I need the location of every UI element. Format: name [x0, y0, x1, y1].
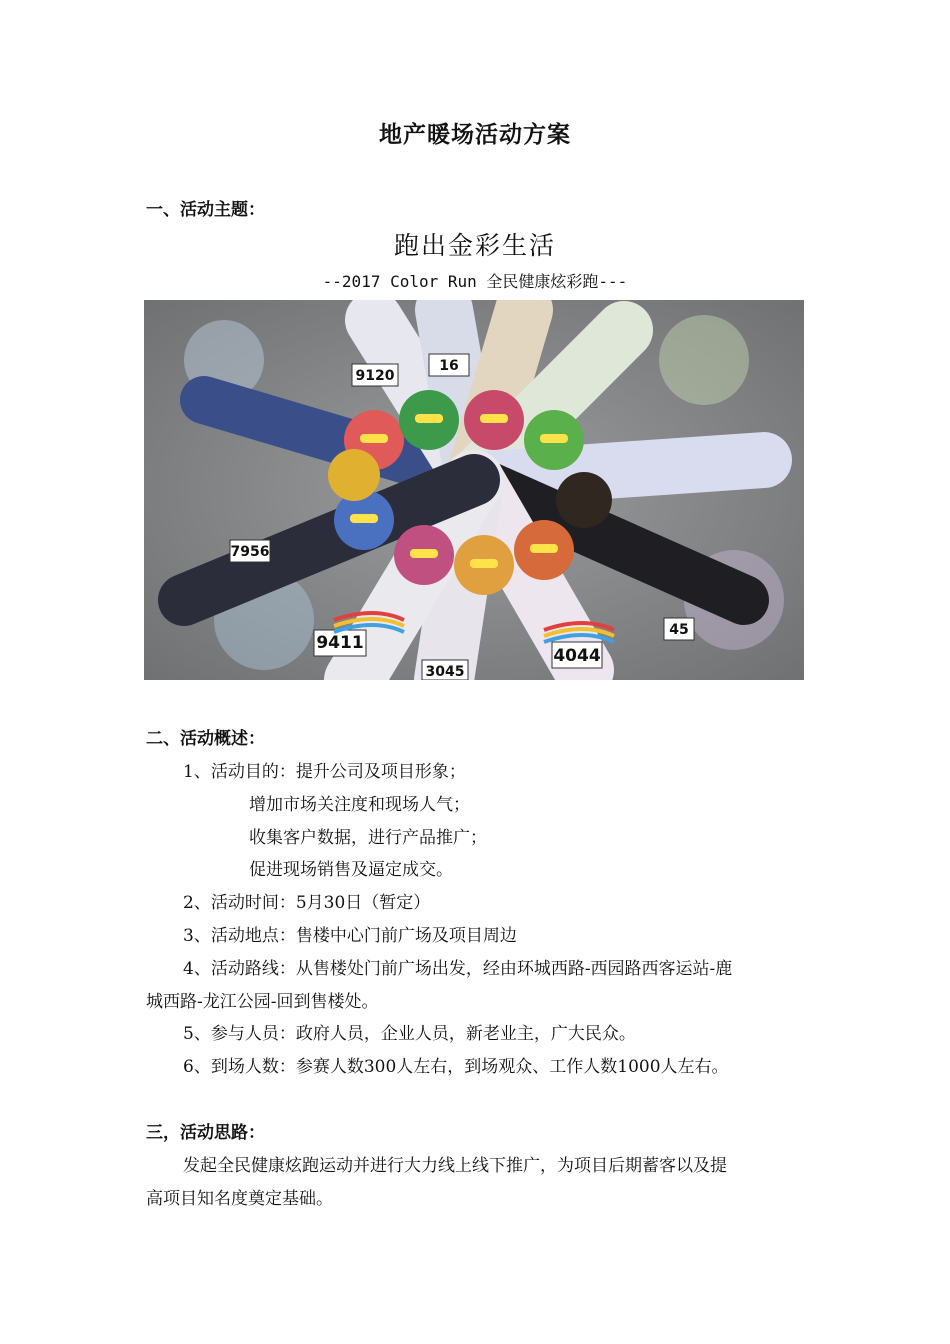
event-subtheme: --2017 Color Run 全民健康炫彩跑--- — [322, 272, 628, 291]
overview-purpose-line: 促进现场销售及逼定成交。 — [249, 860, 453, 880]
bib-number: 7956 — [230, 544, 270, 560]
approach-body: 发起全民健康炫跑运动并进行大力线上线下推广，为项目后期蓄客以及提 — [183, 1156, 727, 1176]
overview-route-cont: 城西路-龙江公园-回到售楼处。 — [146, 992, 379, 1012]
color-run-photo-illustration — [144, 300, 804, 680]
overview-purpose-line: 增加市场关注度和现场人气； — [249, 795, 470, 815]
overview-purpose-line: 收集客户数据，进行产品推广； — [249, 828, 487, 848]
overview-participants: 5、参与人员：政府人员，企业人员，新老业主，广大民众。 — [183, 1024, 636, 1044]
bib-number: 45 — [669, 622, 689, 638]
approach-body-cont: 高项目知名度奠定基础。 — [146, 1189, 333, 1209]
overview-place: 3、活动地点：售楼中心门前广场及项目周边 — [183, 926, 517, 946]
section-heading-theme: 一、活动主题： — [146, 200, 265, 220]
document-title: 地产暖场活动方案 — [379, 122, 571, 148]
bib-number: 3045 — [425, 664, 465, 680]
color-run-photo — [144, 300, 804, 680]
bib-number: 9120 — [355, 368, 395, 384]
bib-number: 16 — [439, 358, 459, 374]
section-heading-approach: 三，活动思路： — [146, 1123, 265, 1143]
overview-route: 4、活动路线：从售楼处门前广场出发，经由环城西路-西园路西客运站-鹿 — [183, 959, 733, 979]
section-heading-overview: 二、活动概述： — [146, 729, 265, 749]
overview-purpose: 1、活动目的：提升公司及项目形象； — [183, 762, 466, 782]
event-theme: 跑出金彩生活 — [393, 231, 556, 260]
bib-number: 4044 — [553, 646, 601, 666]
bib-number: 9411 — [316, 633, 364, 653]
overview-time: 2、活动时间：5月30日（暂定） — [183, 893, 431, 913]
overview-attendance: 6、到场人数：参赛人数300人左右，到场观众、工作人数1000人左右。 — [183, 1057, 729, 1077]
